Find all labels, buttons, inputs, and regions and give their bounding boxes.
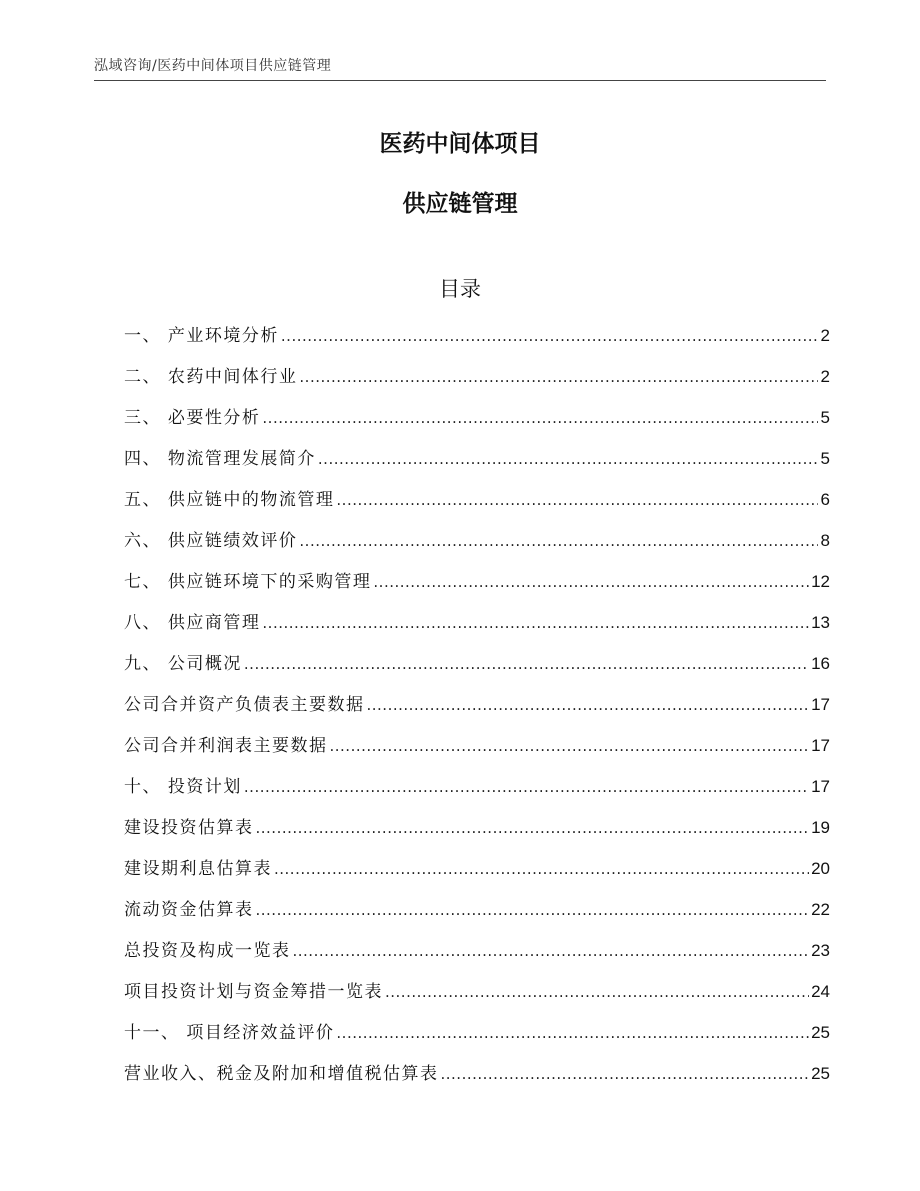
toc-leader-dots xyxy=(293,935,810,967)
toc-entry-label: 八、 供应商管理 xyxy=(124,613,261,633)
table-of-contents xyxy=(124,320,830,1099)
toc-leader-dots xyxy=(274,853,809,885)
toc-entry-page: 2 xyxy=(820,367,830,386)
toc-entry-page: 17 xyxy=(811,777,830,796)
toc-entry[interactable] xyxy=(124,607,830,648)
toc-leader-dots xyxy=(244,648,809,680)
document-title-line-1: 医药中间体项目 xyxy=(379,131,541,157)
toc-entry-page: 6 xyxy=(820,490,830,509)
toc-entry-page: 8 xyxy=(820,531,830,550)
toc-entry[interactable] xyxy=(124,894,830,935)
toc-entry-label: 一、 产业环境分析 xyxy=(124,326,279,346)
toc-entry[interactable] xyxy=(124,853,830,894)
toc-entry[interactable] xyxy=(124,976,830,1017)
toc-entry[interactable] xyxy=(124,402,830,443)
toc-entry-label: 四、 物流管理发展简介 xyxy=(124,449,316,469)
toc-entry-label: 建设投资估算表 xyxy=(124,818,254,838)
toc-entry-label: 七、 供应链环境下的采购管理 xyxy=(124,572,372,592)
toc-entry-label: 总投资及构成一览表 xyxy=(124,941,291,961)
toc-leader-dots xyxy=(281,320,818,352)
toc-entry-label: 建设期利息估算表 xyxy=(124,859,272,879)
toc-entry-label: 二、 农药中间体行业 xyxy=(124,367,298,387)
toc-entry-page: 5 xyxy=(820,408,830,427)
running-header: 泓域咨询/医药中间体项目供应链管理 xyxy=(94,58,332,74)
toc-leader-dots xyxy=(244,771,809,803)
toc-entry-page: 16 xyxy=(811,654,830,673)
toc-entry-label: 十、 投资计划 xyxy=(124,777,242,797)
toc-leader-dots xyxy=(385,976,809,1008)
toc-leader-dots xyxy=(373,566,809,598)
toc-entry-label: 流动资金估算表 xyxy=(124,900,254,920)
toc-entry[interactable] xyxy=(124,484,830,525)
toc-entry-page: 22 xyxy=(811,900,830,919)
toc-entry-page: 23 xyxy=(811,941,830,960)
toc-entry[interactable] xyxy=(124,689,830,730)
toc-entry-page: 13 xyxy=(811,613,830,632)
toc-entry-page: 12 xyxy=(811,572,830,591)
toc-entry-label: 十一、 项目经济效益评价 xyxy=(124,1023,335,1043)
toc-entry[interactable] xyxy=(124,361,830,402)
toc-entry[interactable] xyxy=(124,935,830,976)
toc-entry-label: 项目投资计划与资金筹措一览表 xyxy=(124,982,383,1002)
toc-leader-dots xyxy=(256,812,810,844)
toc-entry[interactable] xyxy=(124,648,830,689)
toc-entry-page: 5 xyxy=(820,449,830,468)
toc-entry-page: 25 xyxy=(811,1023,830,1042)
toc-entry-label: 三、 必要性分析 xyxy=(124,408,261,428)
header-divider xyxy=(94,80,826,81)
toc-entry-page: 20 xyxy=(811,859,830,878)
toc-entry[interactable] xyxy=(124,525,830,566)
toc-entry[interactable] xyxy=(124,730,830,771)
toc-entry[interactable] xyxy=(124,566,830,607)
toc-entry-page: 17 xyxy=(811,695,830,714)
toc-leader-dots xyxy=(262,402,818,434)
toc-entry-page: 17 xyxy=(811,736,830,755)
toc-entry-label: 九、 公司概况 xyxy=(124,654,242,674)
toc-entry-label: 公司合并资产负债表主要数据 xyxy=(124,695,365,715)
toc-entry-page: 24 xyxy=(811,982,830,1001)
toc-entry[interactable] xyxy=(124,771,830,812)
toc-entry-label: 公司合并利润表主要数据 xyxy=(124,736,328,756)
toc-leader-dots xyxy=(330,730,810,762)
toc-entry[interactable] xyxy=(124,1058,830,1099)
document-title-line-2: 供应链管理 xyxy=(402,191,518,217)
toc-leader-dots xyxy=(336,1017,809,1049)
toc-entry-label: 六、 供应链绩效评价 xyxy=(124,531,298,551)
toc-leader-dots xyxy=(441,1058,810,1090)
toc-entry-label: 营业收入、税金及附加和增值税估算表 xyxy=(124,1064,439,1084)
toc-entry[interactable] xyxy=(124,320,830,361)
toc-entry-page: 19 xyxy=(811,818,830,837)
toc-leader-dots xyxy=(299,361,818,393)
toc-leader-dots xyxy=(367,689,810,721)
toc-heading: 目录 xyxy=(439,277,481,301)
toc-entry[interactable] xyxy=(124,812,830,853)
toc-leader-dots xyxy=(336,484,818,516)
toc-leader-dots xyxy=(318,443,818,475)
toc-entry[interactable] xyxy=(124,1017,830,1058)
toc-leader-dots xyxy=(256,894,810,926)
toc-entry-page: 25 xyxy=(811,1064,830,1083)
toc-entry-page: 2 xyxy=(820,326,830,345)
toc-leader-dots xyxy=(262,607,809,639)
toc-leader-dots xyxy=(299,525,818,557)
toc-entry[interactable] xyxy=(124,443,830,484)
toc-entry-label: 五、 供应链中的物流管理 xyxy=(124,490,335,510)
